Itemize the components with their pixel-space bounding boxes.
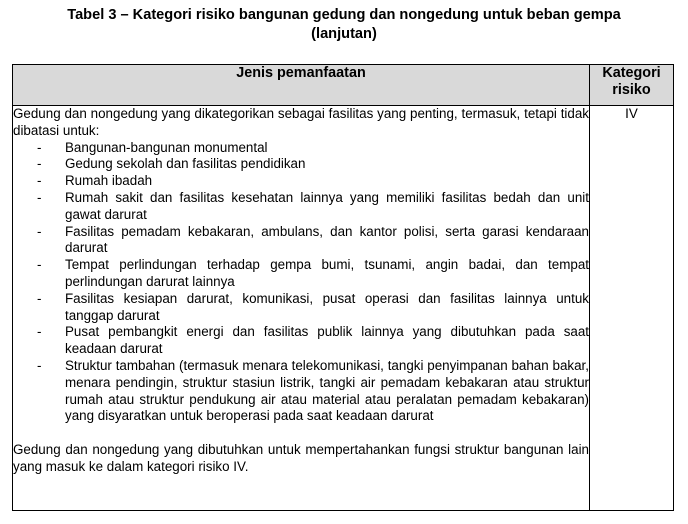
list-item-text: Gedung sekolah dan fasilitas pendidikan xyxy=(65,156,306,172)
intro-paragraph: Gedung dan nongedung yang dikategorikan sebagai fasilitas yang penting, termasuk, tetapi tidak dibatasi untuk: xyxy=(13,106,589,138)
header-risk-category-line2: risiko xyxy=(612,82,651,98)
list-item-text: Struktur tambahan (termasuk menara telekomunikasi, tangki penyimpanan bahan bakar, menara pendingin, struktur stasiun listrik, tangki air pemadam kebakaran atau struktur rumah atau struktur pendukung air atau material atau peralatan pemadam kebakaran) yang disyaratkan untuk beroperasi pada saat keadaan darurat xyxy=(65,357,589,424)
caption-title: Tabel 3 – Kategori risiko bangunan gedung dan nongedung untuk beban gempa xyxy=(67,7,621,23)
list-item-text: Pusat pembangkit energi dan fasilitas publik lainnya yang dibutuhkan pada saat keadaan darurat xyxy=(65,324,589,357)
caption-continued: (lanjutan) xyxy=(311,26,377,42)
list-item-text: Tempat perlindungan terhadap gempa bumi, tsunami, angin badai, dan tempat perlindungan darurat lainnya xyxy=(65,257,589,289)
list-item-text: Bangunan-bangunan monumental xyxy=(65,139,268,155)
list-bullet: - xyxy=(37,156,42,172)
list-item xyxy=(13,156,589,173)
list-item-text: Fasilitas kesiapan darurat, komunikasi, pusat operasi dan fasilitas lainnya untuk tanggap darurat xyxy=(65,290,589,323)
list-bullet: - xyxy=(37,223,42,239)
risk-category-table xyxy=(12,64,674,511)
header-risk-category-line1: Kategori xyxy=(602,65,661,81)
facility-list xyxy=(13,140,589,426)
header-risk-category xyxy=(590,65,674,106)
list-item xyxy=(13,324,589,358)
table-header-row xyxy=(13,65,674,106)
list-item xyxy=(13,224,589,258)
list-bullet: - xyxy=(37,173,42,189)
table-row xyxy=(13,106,674,511)
list-item-text: Rumah sakit dan fasilitas kesehatan lainnya yang memiliki fasilitas bedah dan unit gawat darurat xyxy=(65,189,589,222)
usage-description-cell xyxy=(13,106,590,511)
list-bullet: - xyxy=(37,324,42,340)
list-item-text: Fasilitas pemadam kebakaran, ambulans, dan kantor polisi, serta garasi kendaraan darurat xyxy=(65,223,589,256)
risk-category-value: IV xyxy=(590,106,674,511)
list-bullet: - xyxy=(37,139,42,155)
list-item xyxy=(13,257,589,291)
list-item-text: Rumah ibadah xyxy=(65,173,153,189)
list-item xyxy=(13,190,589,224)
list-bullet: - xyxy=(37,290,42,306)
list-bullet: - xyxy=(37,257,42,273)
list-item xyxy=(13,173,589,190)
header-usage-type: Jenis pemanfaatan xyxy=(13,65,590,106)
list-bullet: - xyxy=(37,357,42,373)
list-bullet: - xyxy=(37,189,42,205)
table-caption xyxy=(0,6,688,44)
list-item xyxy=(13,291,589,325)
list-item xyxy=(13,140,589,157)
closing-paragraph: Gedung dan nongedung yang dibutuhkan untuk mempertahankan fungsi struktur bangunan lain yang masuk ke dalam kategori risiko IV. xyxy=(13,442,589,474)
list-item xyxy=(13,358,589,425)
